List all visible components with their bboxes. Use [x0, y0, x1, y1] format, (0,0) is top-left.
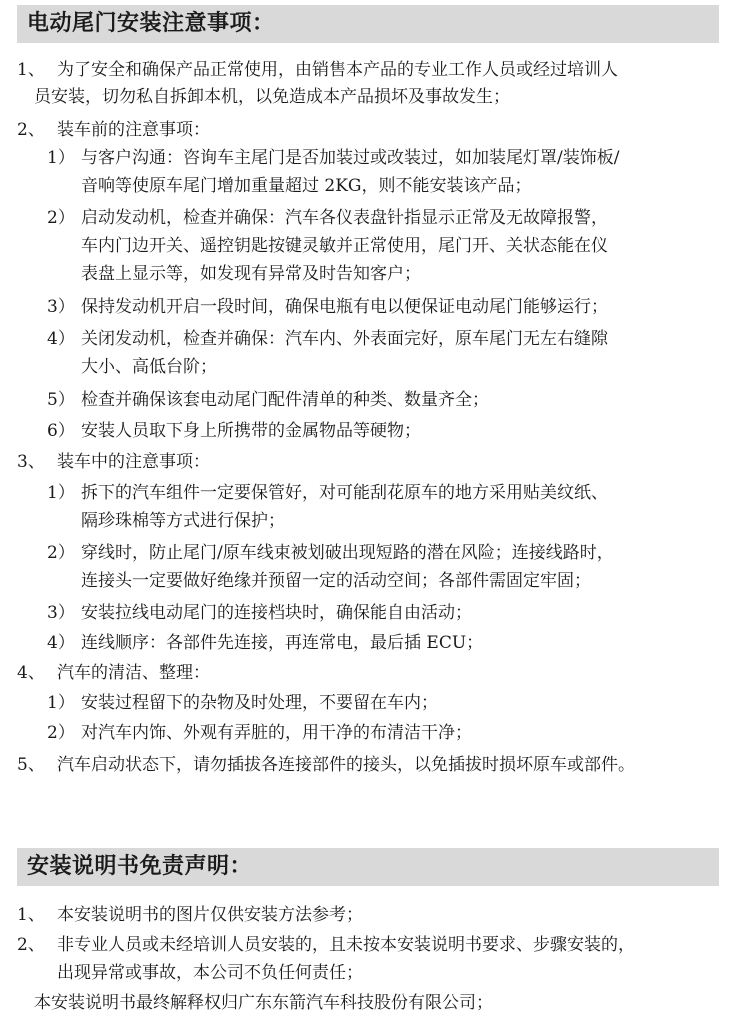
item-number: 3、 [17, 452, 45, 472]
sub-item-number: 3） [47, 297, 75, 317]
sub-item-text: 车内门边开关、遥控钥匙按键灵敏并正常使用，尾门开、关状态能在仪 [81, 236, 608, 256]
item-text: 员安装，切勿私自拆卸本机，以免造成本产品损坏及事故发生； [34, 87, 510, 107]
item-number: 5、 [17, 755, 45, 775]
sub-item-number: 2） [47, 208, 75, 228]
item-text: 本安装说明书的图片仅供安装方法参考； [57, 905, 363, 925]
sub-item-text: 安装过程留下的杂物及时处理，不要留在车内； [81, 693, 438, 713]
sub-item-text: 穿线时，防止尾门/原车线束被划破出现短路的潜在风险；连接线路时， [81, 543, 614, 563]
sub-item-text: 连接头一定要做好绝缘并预留一定的活动空间；各部件需固定牢固； [81, 571, 591, 591]
sub-item-text: 隔珍珠棉等方式进行保护； [81, 511, 285, 531]
section-title-disclaimer: 安装说明书免责声明： [17, 848, 719, 886]
sub-item-number: 6） [47, 421, 75, 441]
item-text: 汽车的清洁、整理： [57, 663, 210, 683]
sub-item-number: 1） [47, 148, 75, 168]
sub-item-text: 大小、高低台阶； [81, 357, 217, 377]
sub-item-text: 连线顺序：各部件先连接，再连常电，最后插 ECU； [81, 633, 484, 653]
item-text: 为了安全和确保产品正常使用，由销售本产品的专业工作人员或经过培训人 [57, 60, 618, 80]
sub-item-text: 启动发动机，检查并确保：汽车各仪表盘针指显示正常及无故障报警， [81, 208, 608, 228]
footer-text: 本安装说明书最终解释权归广东东箭汽车科技股份有限公司； [34, 993, 493, 1013]
sub-item-text: 保持发动机开启一段时间，确保电瓶有电以便保证电动尾门能够运行； [81, 297, 608, 317]
sub-item-text: 关闭发动机，检查并确保：汽车内、外表面完好，原车尾门无左右缝隙 [81, 329, 608, 349]
sub-item-number: 1） [47, 483, 75, 503]
sub-item-number: 1） [47, 693, 75, 713]
sub-item-text: 检查并确保该套电动尾门配件清单的种类、数量齐全； [81, 390, 489, 410]
sub-item-text: 与客户沟通：咨询车主尾门是否加装过或改装过，如加装尾灯罩/装饰板/ [81, 148, 620, 168]
sub-item-number: 2） [47, 723, 75, 743]
sub-item-text: 安装人员取下身上所携带的金属物品等硬物； [81, 421, 421, 441]
item-number: 2、 [17, 120, 45, 140]
item-number: 1、 [17, 60, 45, 80]
sub-item-number: 5） [47, 390, 75, 410]
item-number: 2、 [17, 935, 45, 955]
sub-item-text: 对汽车内饰、外观有弄脏的，用干净的布清洁干净； [81, 723, 472, 743]
item-text: 出现异常或事故，本公司不负任何责任； [57, 963, 363, 983]
sub-item-text: 表盘上显示等，如发现有异常及时告知客户； [81, 264, 421, 284]
sub-item-text: 音响等使原车尾门增加重量超过 2KG，则不能安装该产品； [81, 176, 532, 196]
sub-item-number: 4） [47, 329, 75, 349]
section-title-install-notes: 电动尾门安装注意事项： [17, 5, 719, 43]
item-text: 装车中的注意事项： [57, 452, 210, 472]
item-text: 装车前的注意事项： [57, 120, 210, 140]
item-number: 4、 [17, 663, 45, 683]
item-text: 非专业人员或未经培训人员安装的，且未按本安装说明书要求、步骤安装的， [57, 935, 635, 955]
sub-item-text: 安装拉线电动尾门的连接档块时，确保能自由活动； [81, 603, 472, 623]
sub-item-number: 4） [47, 633, 75, 653]
sub-item-number: 2） [47, 543, 75, 563]
sub-item-text: 拆下的汽车组件一定要保管好，对可能刮花原车的地方采用贴美纹纸、 [81, 483, 608, 503]
item-text: 汽车启动状态下，请勿插拔各连接部件的接头，以免插拔时损坏原车或部件。 [57, 755, 635, 775]
sub-item-number: 3） [47, 603, 75, 623]
item-number: 1、 [17, 905, 45, 925]
